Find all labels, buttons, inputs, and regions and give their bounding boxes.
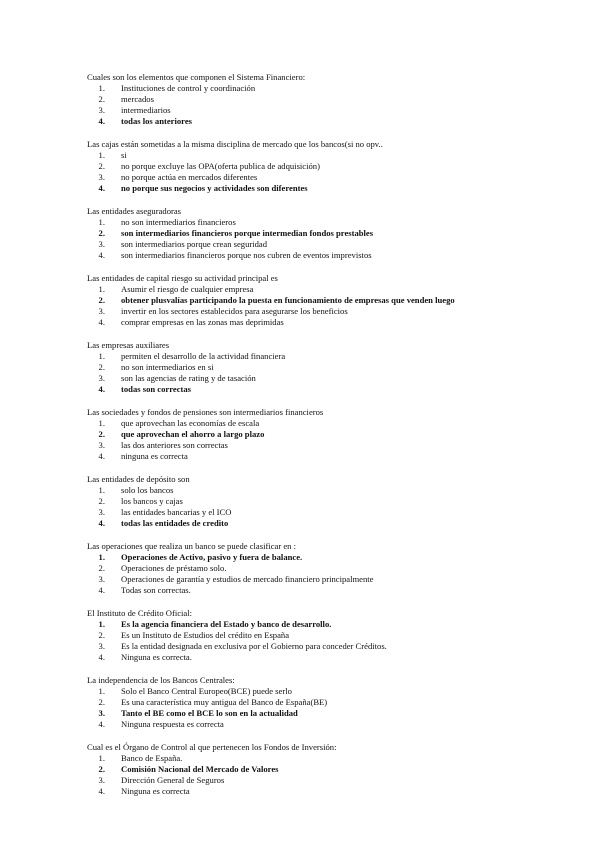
option-number: 4. (98, 116, 105, 126)
answer-option (87, 362, 587, 373)
option-text: Es una característica muy antigua del Banco de España(BE) (121, 697, 328, 707)
option-number: 1. (98, 150, 105, 160)
option-text: que aprovechan las economías de escala (121, 418, 260, 428)
answer-option-correct (87, 295, 587, 306)
option-number: 3. (98, 708, 105, 718)
question-block (87, 139, 587, 194)
answer-option (87, 239, 587, 250)
option-number: 4. (98, 317, 105, 327)
answer-option-correct (87, 552, 587, 563)
option-text: Es la agencia financiera del Estado y banco de desarrollo. (121, 619, 332, 629)
question-text: Las entidades de capital riesgo su actividad principal es (87, 273, 278, 283)
option-text: Banco de España. (121, 753, 183, 763)
answer-option (87, 630, 587, 641)
option-number: 2. (98, 697, 105, 707)
option-text: no porque excluye las OPA(oferta publica de adquisición) (121, 161, 320, 171)
option-text: todas las entidades de credito (121, 518, 229, 528)
option-number: 3. (98, 440, 105, 450)
option-number: 4. (98, 518, 105, 528)
option-number: 3. (98, 306, 105, 316)
answer-option (87, 496, 587, 507)
question-block (87, 675, 587, 730)
option-text: todas los anteriores (121, 116, 192, 126)
question-text: Cual es el Órgano de Control al que pertenecen los Fondos de Inversión: (87, 742, 337, 752)
option-text: Operaciones de Activo, pasivo y fuera de balance. (121, 552, 303, 562)
answer-option (87, 563, 587, 574)
answer-option-correct (87, 518, 587, 529)
option-number: 4. (98, 786, 105, 796)
answer-option (87, 250, 587, 261)
option-number: 1. (98, 485, 105, 495)
question-text: El Instituto de Crédito Oficial: (87, 608, 193, 618)
answer-option (87, 451, 587, 462)
answer-option (87, 574, 587, 585)
option-number: 2. (98, 563, 105, 573)
question-text: Las empresas auxiliares (87, 340, 170, 350)
option-number: 4. (98, 652, 105, 662)
answer-option (87, 217, 587, 228)
question-text: Las operaciones que realiza un banco se puede clasificar en : (87, 541, 297, 551)
option-text: Operaciones de préstamo solo. (121, 563, 227, 573)
option-number: 2. (98, 764, 105, 774)
option-number: 2. (98, 630, 105, 640)
answer-option-correct (87, 183, 587, 194)
option-text: no porque actúa en mercados diferentes (121, 172, 258, 182)
option-number: 3. (98, 105, 105, 115)
option-text: comprar empresas en las zonas mas deprimidas (121, 317, 284, 327)
question-text: Cuales son los elementos que componen el Sistema Financiero: (87, 72, 306, 82)
option-number: 1. (98, 552, 105, 562)
answer-option (87, 306, 587, 317)
option-text: son intermediarios financieros porque intermedian fondos prestables (121, 228, 374, 238)
question-block (87, 206, 587, 261)
answer-option (87, 373, 587, 384)
option-text: si (121, 150, 127, 160)
answer-option-correct (87, 619, 587, 630)
option-number: 2. (98, 496, 105, 506)
option-number: 3. (98, 775, 105, 785)
answer-option (87, 440, 587, 451)
option-text: Asumir el riesgo de cualquier empresa (121, 284, 254, 294)
option-text: son las agencias de rating y de tasación (121, 373, 256, 383)
option-number: 3. (98, 574, 105, 584)
question-text: Las sociedades y fondos de pensiones son intermediarios financieros (87, 407, 324, 417)
document-page (87, 72, 587, 809)
option-number: 2. (98, 362, 105, 372)
option-number: 4. (98, 384, 105, 394)
question-text: Las entidades aseguradoras (87, 206, 182, 216)
answer-option (87, 686, 587, 697)
option-number: 3. (98, 239, 105, 249)
answer-option (87, 652, 587, 663)
option-text: Ninguna respuesta es correcta (121, 719, 224, 729)
answer-option (87, 697, 587, 708)
answer-option (87, 719, 587, 730)
option-text: todas son correctas (121, 384, 192, 394)
option-text: no son intermediarios financieros (121, 217, 236, 227)
answer-option-correct (87, 429, 587, 440)
option-number: 1. (98, 418, 105, 428)
answer-option (87, 317, 587, 328)
option-text: Dirección General de Seguros (121, 775, 225, 785)
answer-option (87, 284, 587, 295)
option-number: 4. (98, 183, 105, 193)
answer-option (87, 775, 587, 786)
option-text: que aprovechan el ahorro a largo plazo (121, 429, 265, 439)
answer-option (87, 83, 587, 94)
answer-option (87, 753, 587, 764)
option-number: 2. (98, 228, 105, 238)
option-number: 2. (98, 161, 105, 171)
option-number: 2. (98, 94, 105, 104)
answer-option (87, 161, 587, 172)
option-text: Solo el Banco Central Europeo(BCE) puede serlo (121, 686, 292, 696)
option-number: 3. (98, 507, 105, 517)
question-block (87, 407, 587, 462)
option-number: 4. (98, 451, 105, 461)
option-text: Ninguna es correcta (121, 786, 190, 796)
option-number: 4. (98, 585, 105, 595)
option-number: 3. (98, 641, 105, 651)
option-number: 2. (98, 295, 105, 305)
option-text: no porque sus negocios y actividades son diferentes (121, 183, 308, 193)
question-text: La independencia de los Bancos Centrales: (87, 675, 235, 685)
answer-option-correct (87, 384, 587, 395)
option-number: 1. (98, 217, 105, 227)
option-text: solo los bancos (121, 485, 174, 495)
option-text: obtener plusvalías participando la puesta en funcionamiento de empresas que venden luego (121, 295, 455, 305)
option-number: 3. (98, 172, 105, 182)
option-text: no son intermediarios en si (121, 362, 214, 372)
question-block (87, 742, 587, 797)
answer-option (87, 485, 587, 496)
answer-option (87, 172, 587, 183)
option-number: 4. (98, 719, 105, 729)
option-text: Ninguna es correcta. (121, 652, 192, 662)
option-text: mercados (121, 94, 154, 104)
question-block (87, 541, 587, 596)
answer-option-correct (87, 708, 587, 719)
question-block (87, 273, 587, 328)
option-text: Tanto el BE como el BCE lo son en la actualidad (121, 708, 298, 718)
option-text: son intermediarios porque crean seguridad (121, 239, 268, 249)
answer-option (87, 507, 587, 518)
option-number: 1. (98, 83, 105, 93)
answer-option-correct (87, 764, 587, 775)
question-block (87, 474, 587, 529)
question-text: Las entidades de depósito son (87, 474, 190, 484)
option-text: los bancos y cajas (121, 496, 183, 506)
option-text: Es un Instituto de Estudios del crédito en España (121, 630, 290, 640)
option-number: 1. (98, 686, 105, 696)
option-number: 1. (98, 351, 105, 361)
option-text: las dos anteriores son correctas (121, 440, 228, 450)
option-number: 1. (98, 753, 105, 763)
answer-option (87, 94, 587, 105)
option-text: Instituciones de control y coordinación (121, 83, 256, 93)
answer-option (87, 105, 587, 116)
option-number: 3. (98, 373, 105, 383)
option-text: Todas son correctas. (121, 585, 191, 595)
question-block (87, 72, 587, 127)
option-text: intermediarios (121, 105, 171, 115)
question-text: Las cajas están sometidas a la misma disciplina de mercado que los bancos(si no opv.. (87, 139, 383, 149)
option-number: 4. (98, 250, 105, 260)
answer-option (87, 641, 587, 652)
answer-option (87, 351, 587, 362)
question-block (87, 608, 587, 663)
question-block (87, 340, 587, 395)
answer-option-correct (87, 228, 587, 239)
option-text: Comisión Nacional del Mercado de Valores (121, 764, 279, 774)
option-number: 1. (98, 284, 105, 294)
option-text: permiten el desarrollo de la actividad financiera (121, 351, 286, 361)
option-text: Es la entidad designada en exclusiva por el Gobierno para conceder Créditos. (121, 641, 387, 651)
answer-option (87, 150, 587, 161)
answer-option (87, 585, 587, 596)
answer-option (87, 786, 587, 797)
option-text: las entidades bancarias y el ICO (121, 507, 232, 517)
option-text: ninguna es correcta (121, 451, 188, 461)
answer-option-correct (87, 116, 587, 127)
option-text: son intermediarios financieros porque nos cubren de eventos imprevistos (121, 250, 372, 260)
option-text: Operaciones de garantía y estudios de mercado financiero principalmente (121, 574, 374, 584)
answer-option (87, 418, 587, 429)
option-number: 2. (98, 429, 105, 439)
option-text: invertir en los sectores establecidos para asegurarse los beneficios (121, 306, 348, 316)
option-number: 1. (98, 619, 105, 629)
